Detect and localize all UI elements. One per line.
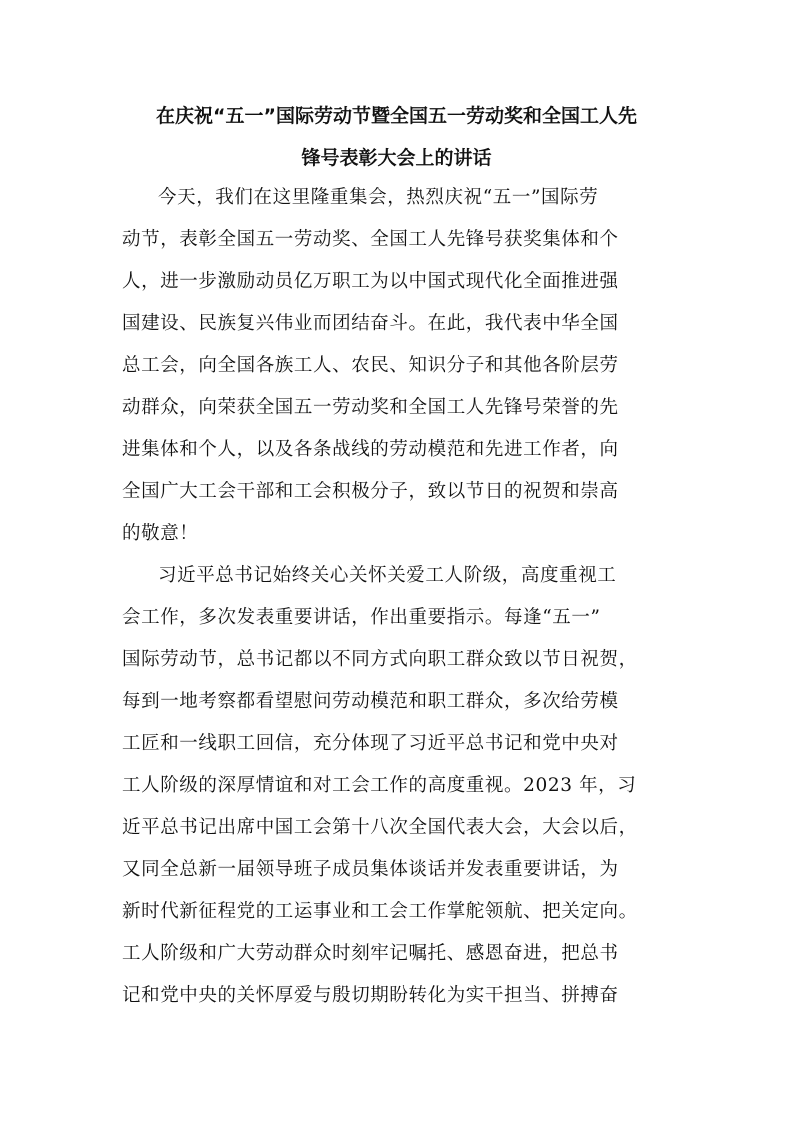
text-line: 动群众，向荣获全国五一劳动奖和全国工人先锋号荣誉的先 [122, 397, 619, 418]
text-line: 工人阶级的深厚情谊和对工会工作的高度重视。2023 年，习 [122, 775, 637, 796]
text-line: 进集体和个人，以及各条战线的劳动模范和先进工作者，向 [122, 439, 619, 460]
text-line: 记和党中央的关怀厚爱与殷切期盼转化为实干担当、拼搏奋 [122, 985, 619, 1006]
text-line: 又同全总新一届领导班子成员集体谈话并发表重要讲话，为 [122, 859, 619, 880]
text-line: 新时代新征程党的工运事业和工会工作掌舵领航、把关定向。 [122, 901, 638, 922]
text-line: 总工会，向全国各族工人、农民、知识分子和其他各阶层劳 [122, 355, 619, 376]
document-title-line-2: 锋号表彰大会上的讲话 [301, 147, 492, 169]
text-line: 国建设、民族复兴伟业而团结奋斗。在此，我代表中华全国 [122, 313, 619, 334]
text-line: 的敬意！ [122, 523, 199, 544]
text-line: 近平总书记出席中国工会第十八次全国代表大会，大会以后， [122, 817, 638, 838]
document-title-line-1: 在庆祝“五一”国际劳动节暨全国五一劳动奖和全国工人先 [156, 105, 637, 127]
text-line: 会工作，多次发表重要讲话，作出重要指示。每逢“五一” [122, 607, 601, 628]
text-line: 动节，表彰全国五一劳动奖、全国工人先锋号获奖集体和个 [122, 229, 619, 250]
text-line: 今天，我们在这里隆重集会，热烈庆祝“五一”国际劳 [158, 187, 599, 208]
text-line: 国际劳动节，总书记都以不同方式向职工群众致以节日祝贺， [122, 649, 638, 670]
text-line: 工匠和一线职工回信，充分体现了习近平总书记和党中央对 [122, 733, 619, 754]
text-line: 每到一地考察都看望慰问劳动模范和职工群众，多次给劳模 [122, 691, 619, 712]
text-line: 全国广大工会干部和工会积极分子，致以节日的祝贺和崇高 [122, 481, 619, 502]
text-line: 工人阶级和广大劳动群众时刻牢记嘱托、感恩奋进，把总书 [122, 943, 619, 964]
text-line: 习近平总书记始终关心关怀关爱工人阶级，高度重视工 [158, 565, 617, 586]
text-line: 人，进一步激励动员亿万职工为以中国式现代化全面推进强 [122, 271, 619, 292]
